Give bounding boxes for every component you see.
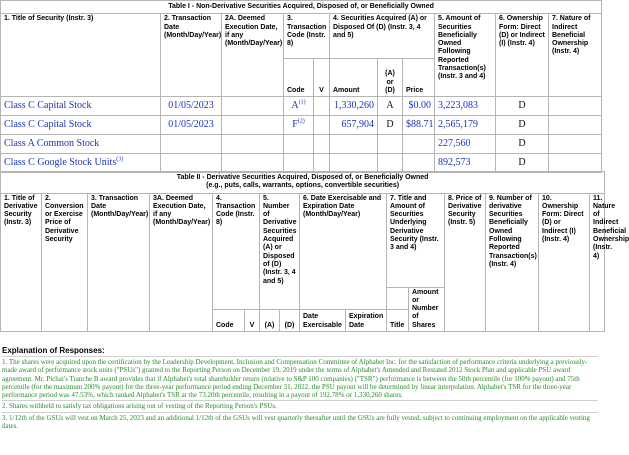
nature-value	[549, 135, 602, 154]
price-value: $88.71	[403, 116, 435, 135]
explanation-heading: Explanation of Responses:	[2, 346, 105, 355]
owned-value: 227,560	[435, 135, 496, 154]
ownership-form-value: D	[496, 135, 549, 154]
v-value	[314, 116, 330, 135]
header-conversion-price: 2. Conversion or Exercise Price of Derivative Security	[42, 193, 88, 331]
header-title-and-amount: 7. Title and Amount of Securities Underlying Derivative Security (Instr. 3 and 4)	[387, 193, 445, 287]
header-nature-of-ownership: 7. Nature of Indirect Beneficial Ownership (Instr. 4)	[549, 14, 602, 97]
header-ownership-form: 6. Ownership Form: Direct (D) or Indirect (I) (Instr. 4)	[496, 14, 549, 97]
table-row	[1, 116, 602, 135]
header-expiration-date: Expiration Date	[346, 310, 387, 332]
header-transaction-code: 4. Transaction Code (Instr. 8)	[213, 193, 260, 309]
transaction-date	[161, 154, 222, 173]
table-1-title: Table I - Non-Derivative Securities Acquired, Disposed of, or Beneficially Owned	[1, 1, 602, 14]
owned-value: 892,573	[435, 154, 496, 173]
header-blank	[387, 287, 409, 309]
amount-value	[330, 154, 378, 173]
deemed-date	[222, 154, 284, 173]
nature-value	[549, 97, 602, 116]
v-value	[314, 135, 330, 154]
header-deemed-execution-date: 3A. Deemed Execution Date, if any (Month/Day/Year)	[150, 193, 213, 331]
footnote-ref[interactable]: (3)	[116, 156, 124, 163]
header-d: (D)	[280, 310, 300, 332]
deemed-date	[222, 97, 284, 116]
header-number-owned: 9. Number of derivative Securities Beneficially Owned Following Reported Transaction(s) (Instr. 4)	[486, 193, 539, 331]
table-2-title	[1, 172, 605, 194]
header-date-exercisable: 6. Date Exercisable and Expiration Date (Month/Day/Year)	[300, 193, 387, 309]
transaction-code	[284, 135, 314, 154]
a-or-d-value: A	[378, 97, 403, 116]
transaction-code	[284, 97, 314, 116]
header-transaction-code: 3. Transaction Code (Instr. 8)	[284, 14, 330, 59]
owned-value: 2,565,179	[435, 116, 496, 135]
footnote-ref[interactable]: (1)	[298, 99, 306, 106]
security-title	[1, 154, 161, 173]
header-deemed-execution-date: 2A. Deemed Execution Date, if any (Month/Day/Year)	[222, 14, 284, 97]
transaction-date: 01/05/2023	[161, 97, 222, 116]
code-value: F	[292, 119, 298, 131]
footnote-3: 3. 1/12th of the GSUs will vest on March 25, 2023 and an additional 1/12th of the GSUs will vest quarterly thereafter until the GSUs are fully vested, subject to continuing employment on the applicable vesting dates.	[2, 412, 598, 432]
v-value	[314, 97, 330, 116]
footnote-1: 1. The shares were acquired upon the certification by the Leadership Development, Inclusion and Compensation Committee of Alphabet Inc. for the satisfaction of performance criteria underlying a previously-made award of performance stock units ("PSUs") granted to the Reporting Person on December 19, 2019 under the terms of Alphabet's Amended and Restated 2012 Stock Plan and applicable PSU award agreement. Mr. Pichai's Tranche B award provides that if Alphabet's total shareholder return (relative to S&P 100 companies) ("TSR") performance is between the 50th percentile (for 100% payout) and 75th percentile (for the maximum 200% payout) for the three-year performance period ending December 31, 2022, the PSU payout will be determined by linear interpolation. Alphabet's TSR for the three-year performance period was 47.53%, which ranked Alphabet's TSR at the 73.20th percentile, resulting in a payout of 192.78% or 1,330,260 shares.	[2, 356, 598, 400]
ownership-form-value: D	[496, 97, 549, 116]
transaction-date: 01/05/2023	[161, 116, 222, 135]
table-2	[0, 171, 629, 332]
header-title-of-derivative: 1. Title of Derivative Security (Instr. 3)	[1, 193, 42, 331]
header-amount: Amount	[330, 59, 378, 97]
security-title: Class A Common Stock	[1, 135, 161, 154]
owned-value: 3,223,083	[435, 97, 496, 116]
nature-value	[549, 154, 602, 173]
header-securities-acquired: 4. Securities Acquired (A) or Disposed Of (D) (Instr. 3, 4 and 5)	[330, 14, 435, 59]
security-title: Class C Capital Stock	[1, 97, 161, 116]
transaction-code	[284, 154, 314, 173]
security-title: Class C Capital Stock	[1, 116, 161, 135]
header-v: V	[245, 310, 260, 332]
header-date-exercisable-sub: Date Exercisable	[300, 310, 346, 332]
header-v: V	[314, 59, 330, 97]
table-row	[1, 154, 602, 173]
a-or-d-value	[378, 154, 403, 173]
price-value	[403, 135, 435, 154]
ownership-form-value: D	[496, 116, 549, 135]
explanation-of-responses	[2, 346, 598, 431]
price-value	[403, 154, 435, 173]
footnote-ref[interactable]: (2)	[297, 118, 305, 125]
header-number-of-derivative: 5. Number of Derivative Securities Acquired (A) or Disposed of (D) (Instr. 3, 4 and 5)	[260, 193, 300, 309]
table-row	[1, 97, 602, 116]
security-title-text: Class C Google Stock Units	[4, 157, 117, 169]
header-transaction-date: 3. Transaction Date (Month/Day/Year)	[88, 193, 150, 331]
header-title-of-security: 1. Title of Security (Instr. 3)	[1, 14, 161, 97]
header-price: Price	[403, 59, 435, 97]
header-nature-of-ownership: 11. Nature of Indirect Beneficial Ownership (Instr. 4)	[590, 193, 605, 331]
header-code: Code	[213, 310, 245, 332]
header-code: Code	[284, 59, 314, 97]
header-a: (A)	[260, 310, 280, 332]
table-row	[1, 135, 602, 154]
a-or-d-value: D	[378, 116, 403, 135]
table-2-subtitle: (e.g., puts, calls, warrants, options, convertible securities)	[206, 182, 400, 190]
amount-value: 1,330,260	[330, 97, 378, 116]
ownership-form-value: D	[496, 154, 549, 173]
transaction-date	[161, 135, 222, 154]
amount-value	[330, 135, 378, 154]
transaction-code	[284, 116, 314, 135]
code-value: A	[291, 100, 299, 112]
table-1	[0, 0, 602, 173]
header-ownership-form: 10. Ownership Form: Direct (D) or Indirect (I) (Instr. 4)	[539, 193, 590, 331]
deemed-date	[222, 116, 284, 135]
table-2-title-line: Table II - Derivative Securities Acquired, Disposed of, or Beneficially Owned	[176, 174, 429, 181]
header-a-or-d: (A) or (D)	[378, 59, 403, 97]
price-value: $0.00	[403, 97, 435, 116]
amount-value: 657,904	[330, 116, 378, 135]
header-amount-owned: 5. Amount of Securities Beneficially Owned Following Reported Transaction(s) (Instr. 3 and 4)	[435, 14, 496, 97]
a-or-d-value	[378, 135, 403, 154]
v-value	[314, 154, 330, 173]
header-transaction-date: 2. Transaction Date (Month/Day/Year)	[161, 14, 222, 97]
nature-value	[549, 116, 602, 135]
header-amount-or-number: Amount or Number of Shares	[409, 287, 445, 331]
footnote-2: 2. Shares withheld to satisfy tax obligations arising out of vesting of the Reporting Person's PSUs.	[2, 400, 598, 411]
deemed-date	[222, 135, 284, 154]
header-price-of-derivative: 8. Price of Derivative Security (Instr. 5)	[445, 193, 486, 331]
header-title: Title	[387, 310, 409, 332]
